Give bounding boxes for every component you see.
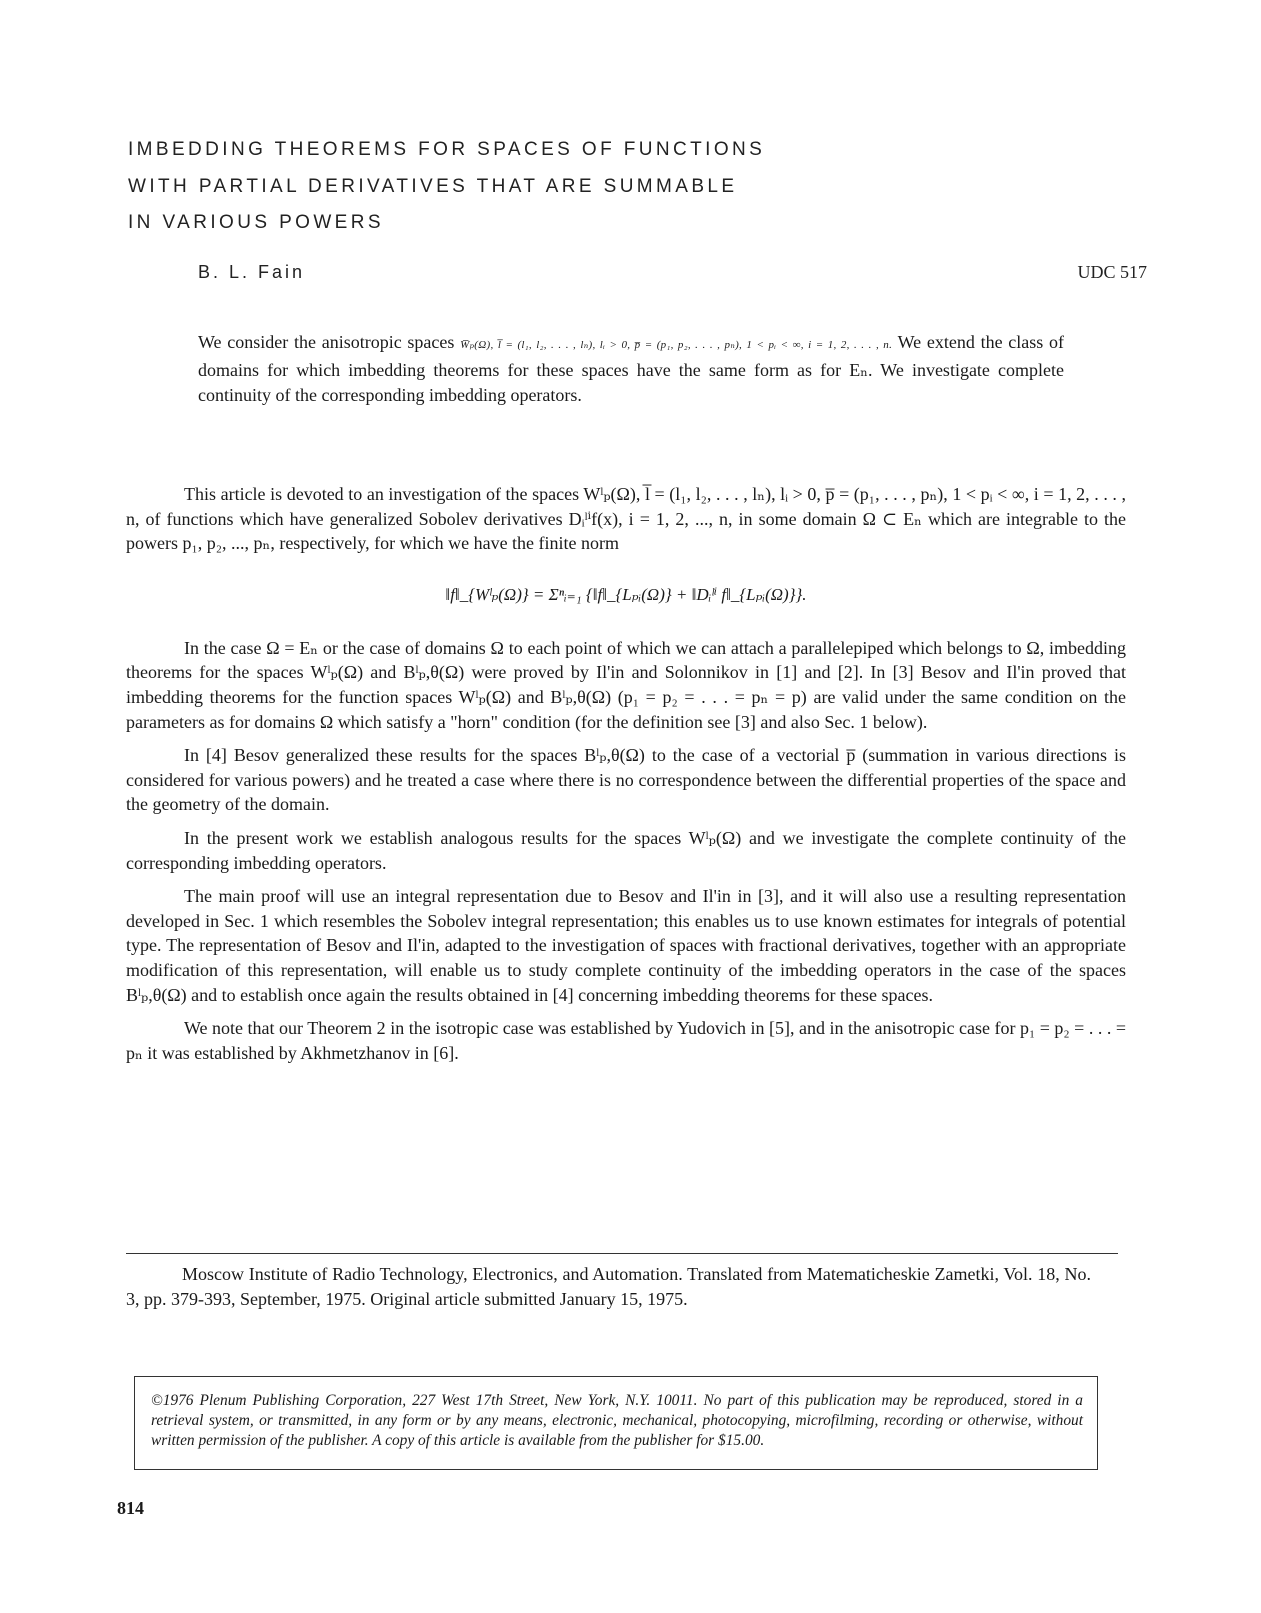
abstract-text-a: We consider the anisotropic spaces [198, 332, 461, 352]
copyright-text: ©1976 Plenum Publishing Corporation, 227 West 17th Street, New York, N.Y. 10011. No part of this publication may be reproduced, stored in a retrieval system, or transmitted, in any form or by any means, electronic, mechanical, photocopying, microfilming, recording or otherwise, without written permission of the publisher. A copy of this article is available from the publisher for $15.00. [151, 1392, 1083, 1449]
page-number: 814 [117, 1498, 144, 1518]
body-paragraph-6: We note that our Theorem 2 in the isotropic case was established by Yudovich in [5], and in the anisotropic case for p₁ = p₂ = . . . = pₙ it was established by Akhmetzhanov in [6]. [126, 1018, 1126, 1063]
body-paragraph-4: In the present work we establish analogous results for the spaces Wˡₚ(Ω) and we investigate the complete continuity of the corresponding imbedding operators. [126, 827, 1126, 873]
abstract-math: W̅ₚ(Ω), l̅ = (l₁, l₂, . . . , lₙ), lᵢ > 0, p̅ = (p₁, p₂, . . . , pₙ), 1 < pᵢ < ∞, i = 1, 2, . . . , n. [460, 339, 893, 351]
article-body [126, 482, 1126, 1074]
footnote-divider [126, 1253, 1118, 1254]
footnote: Moscow Institute of Radio Technology, Electronics, and Automation. Translated from Matematicheskie Zametki, Vol. 18, No. 3, pp. 379-393, September, 1975. Original article submitted January 15, 1975. [126, 1264, 1091, 1309]
author: B. L. Fain [198, 262, 306, 282]
udc-code: UDC 517 [1077, 262, 1147, 282]
title-line-3: IN VARIOUS POWERS [128, 212, 384, 233]
title-line-1: IMBEDDING THEOREMS FOR SPACES OF FUNCTIONS [128, 139, 766, 160]
body-paragraph-2: In the case Ω = Eₙ or the case of domains Ω to each point of which we can attach a parallelepiped which belongs to Ω, imbedding theorems for the spaces Wˡₚ(Ω) and Bˡₚ,θ(Ω) were proved by Il'in and Solonnikov in [1] and [2]. In [3] Besov and Il'in proved that imbedding theorems for the function spaces Wˡₚ(Ω) and Bˡₚ,θ(Ω) (p₁ = p₂ = . . . = pₙ = p) are valid under the same condition on the parameters as for domains Ω which satisfy a "horn" condition (for the definition see [3] and also Sec. 1 below). [126, 637, 1126, 732]
body-paragraph-1: This article is devoted to an investigation of the spaces Wˡₚ(Ω), l̅ = (l₁, l₂, . . . , lₙ), lᵢ > 0, p̅ = (p₁, . . . , pₙ), 1 < pᵢ < ∞, i = 1, 2, . . . , n, of functions which have generalized Sobolev derivatives Dᵢˡⁱf(x), i = 1, 2, ..., n, in some domain Ω ⊂ Eₙ which are integrable to the powers p₁, p₂, ..., pₙ, respectively, for which we have the finite norm [126, 484, 1126, 554]
abstract [198, 330, 1064, 408]
title-line-2: WITH PARTIAL DERIVATIVES THAT ARE SUMMABLE [128, 175, 738, 197]
article-title [128, 132, 765, 242]
body-paragraph-5: The main proof will use an integral representation due to Besov and Il'in in [3], and it will also use a resulting representation developed in Sec. 1 which resembles the Sobolev integral representation; this enables us to use known estimates for integrals of potential type. The representation of Besov and Il'in, adapted to the investigation of spaces with fractional derivatives, together with an appropriate modification of this representation, will enable us to study complete continuity of the imbedding operators in the case of the spaces Bˡₚ,θ(Ω) and to establish once again the results obtained in [4] concerning imbedding theorems for these spaces. [126, 886, 1126, 1005]
body-paragraph-3: In [4] Besov generalized these results for the spaces Bˡₚ,θ(Ω) to the case of a vectorial p̅ (summation in various directions is considered for various powers) and he treated a case where there is no correspondence between the differential properties of the space and the geometry of the domain. [126, 745, 1126, 815]
abstract-text-b: We extend the class of domains for which imbedding theorems for these spaces have the same form as for Eₙ. We investigate complete continuity of the corresponding imbedding operators. [198, 332, 1065, 405]
copyright-box [134, 1376, 1098, 1470]
norm-formula: ‖f‖_{Wˡₚ(Ω)} = Σⁿᵢ₌₁ {‖f‖_{Lₚᵢ(Ω)} + ‖Dᵢˡⁱ f‖_{Lₚᵢ(Ω)}}. [445, 584, 807, 604]
abstract-paragraph [198, 330, 1064, 408]
